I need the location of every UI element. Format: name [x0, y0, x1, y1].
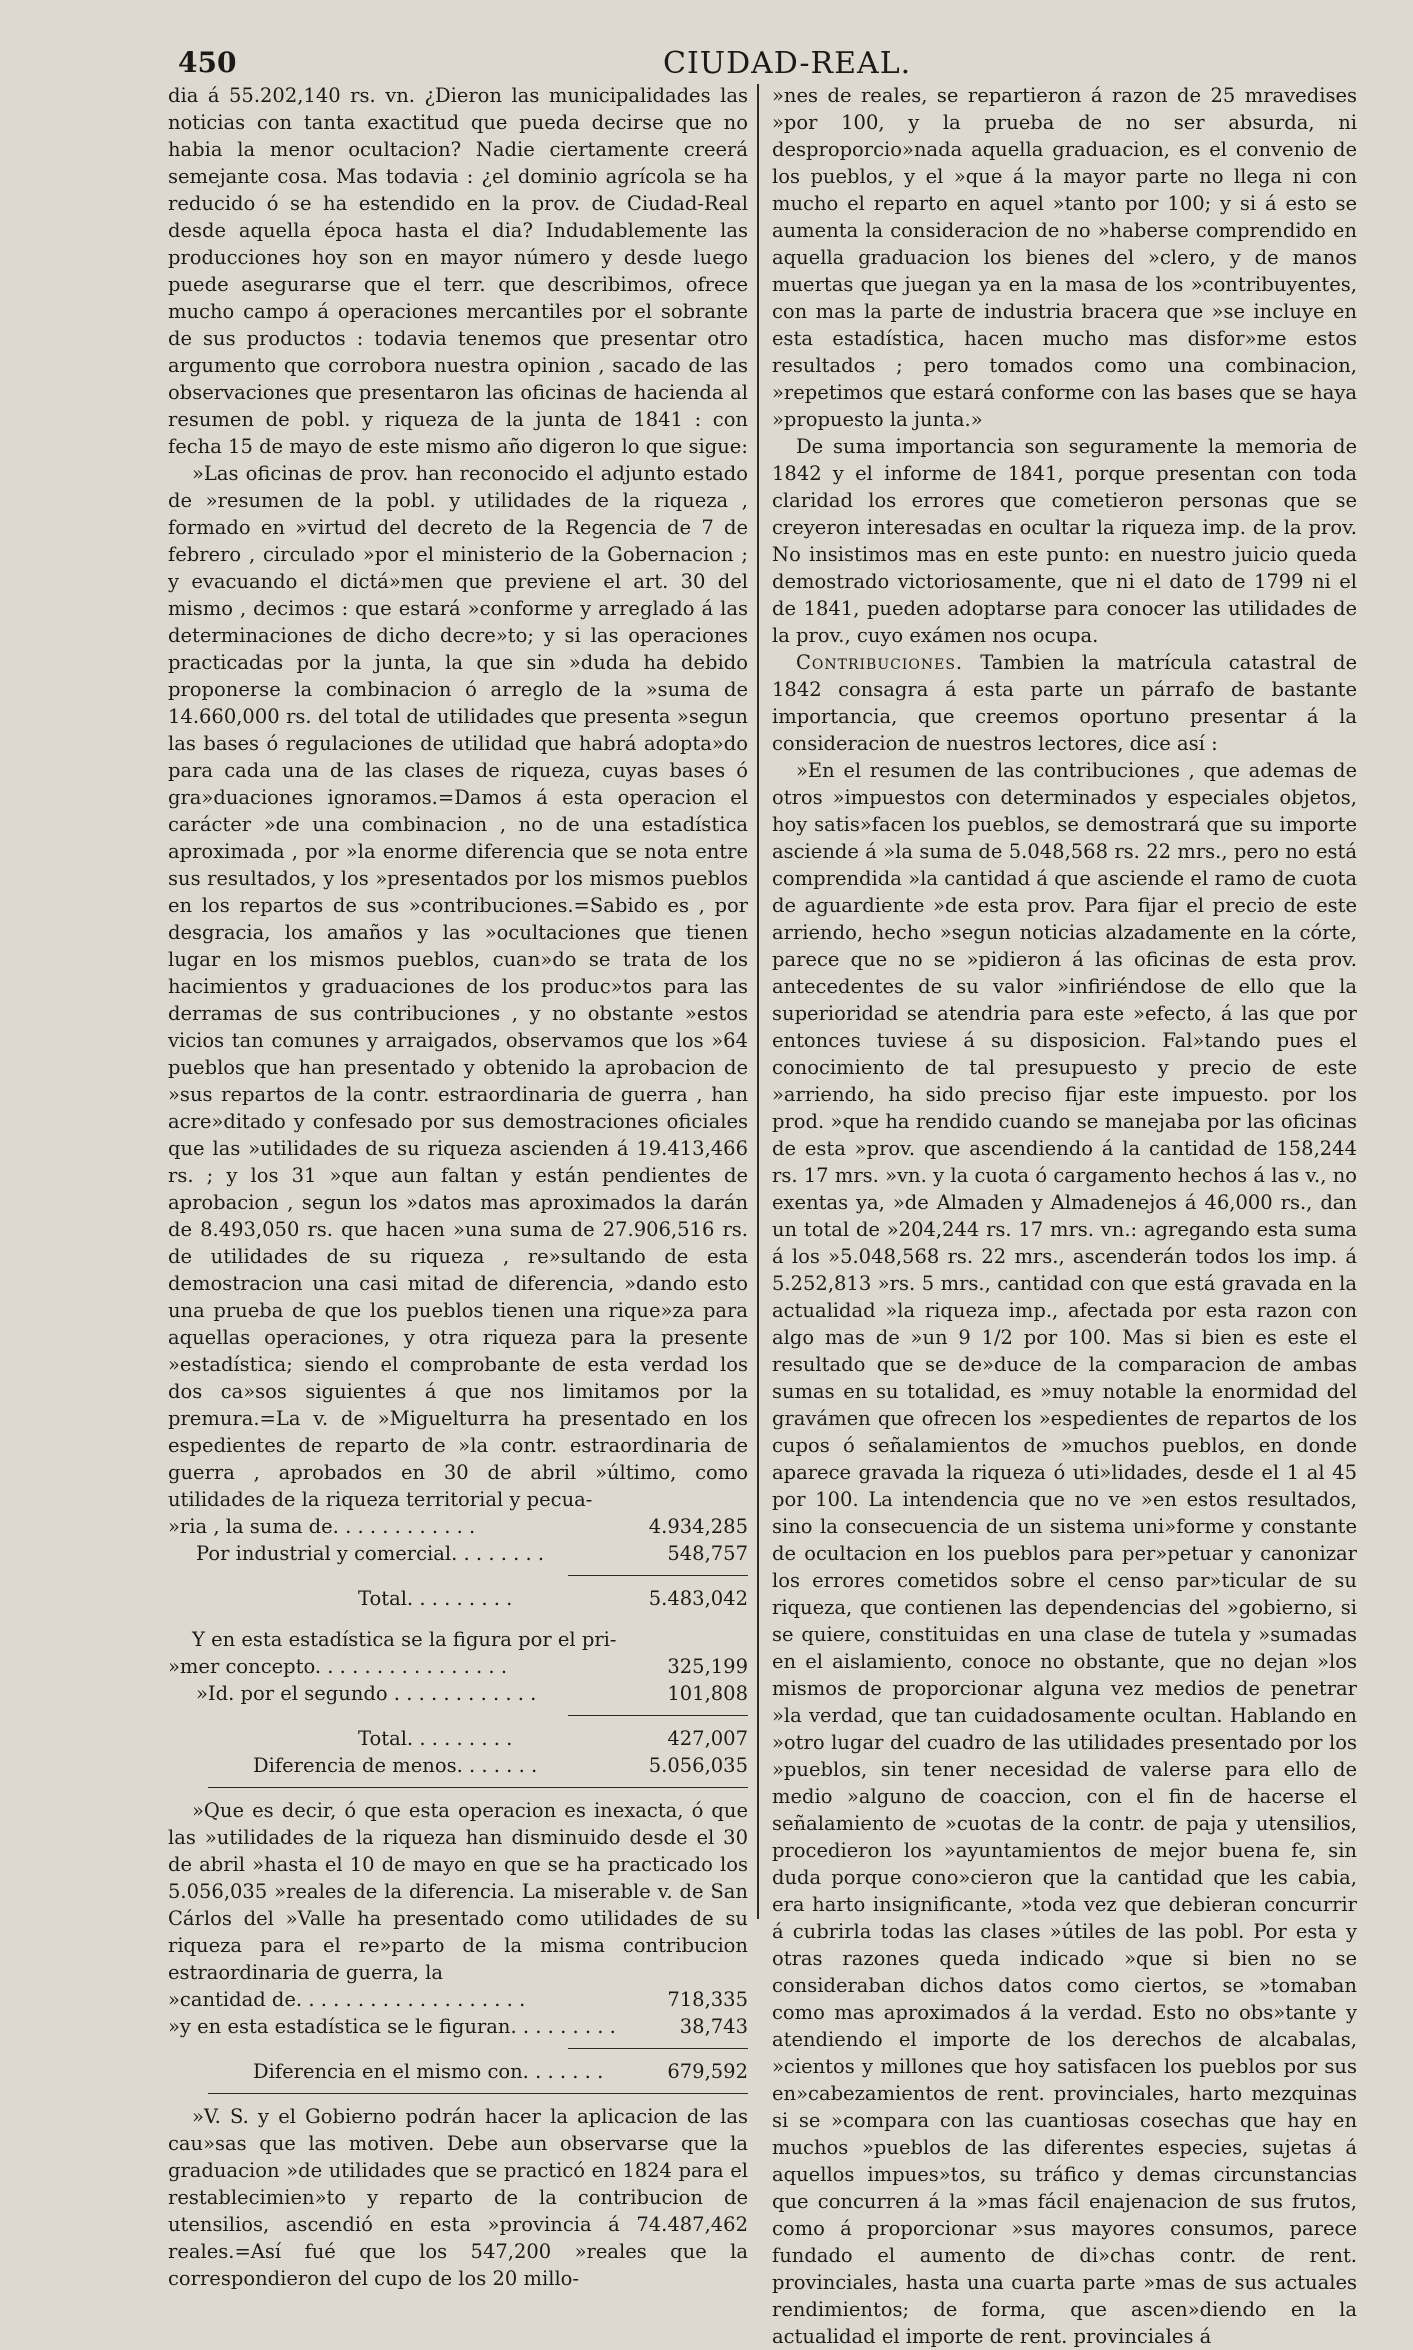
paragraph-text: Tambien la matrícula catastral de 1842 consagra á esta parte un párrafo de bastante importancia, que creemos oportuno presentar á la consideracion de nuestros lectores, dice así :: [772, 651, 1357, 755]
page-number: 450: [178, 46, 237, 79]
table-intro: Y en esta estadística se la figura por el pri-: [192, 1628, 617, 1651]
page-header: [178, 46, 1358, 86]
table-row: [168, 1540, 748, 1567]
row-label: »cantidad de. . . . . . . . . . . . . . . . . . .: [168, 1988, 526, 2011]
sum-rule: [568, 1715, 748, 1717]
row-label: Total. . . . . . . . .: [358, 1727, 513, 1750]
table-row: [168, 1653, 748, 1680]
difference-row: [168, 2058, 748, 2085]
paragraph: dia á 55.202,140 rs. vn. ¿Dieron las municipalidades las noticias con tanta exactitud que pueda decirse que no habia la menor ocultacion? Nadie ciertamente creerá semejante cosa. Mas todavia : ¿el dominio agrícola se ha reducido ó se ha estendido en la prov. de Ciudad-Real desde aquella época hasta el dia? Indudablemente las producciones hoy son en mayor número y desde luego puede asegurarse que el terr. que describimos, ofrece mucho campo á operaciones mercantiles por el sobrante de sus productos : todavia tenemos que presentar otro argumento que corrobora nuestra opinion , sacado de las observaciones que presentaron las oficinas de hacienda al resumen de pobl. y riqueza de la junta de 1841 : con fecha 15 de mayo de este mismo año digeron lo que sigue:: [168, 84, 748, 458]
quoted-paragraph: »En el resumen de las contribuciones , que ademas de otros »impuestos con determinados y especiales objetos, hoy satis»facen los pueblos, se demostrará que su importe asciende á »la suma de 5.048,568 rs. 22 mrs., pero no está comprendida »la cantidad á que asciende el ramo de cuota de aguardiente »de esta prov. Para fijar el precio de este arriendo, hecho »segun noticias alzadamente en la córte, parece que no se »pidieron á las oficinas de esta prov. antecedentes de su valor »infiriéndose de ello que la superioridad se atendria para este »efecto, á las que por entonces tuviese á su disposicion. Fal»tando pues el conocimiento de tal presupuesto y precio de este »arriendo, ha sido preciso fijar este impuesto. por los prod. »que ha rendido cuando se manejaba por las oficinas de esta »prov. que ascendiendo á la cantidad de 158,244 rs. 17 mrs. »vn. y la cuota ó cargamento hechos á las v., no exentas ya, »de Almaden y Almadenejos á 46,000 rs., dan un total de »204,244 rs. 17 mrs. vn.: agregando esta suma á los »5.048,568 rs. 22 mrs., ascenderán todos los imp. á 5.252,813 »rs. 5 mrs., cantidad con que está gravada en la actualidad »la riqueza imp., afectada por esta razon con algo mas de »un 9 1/2 por 100. Mas si bien es este el resultado que se de»duce de la comparacion de ambas sumas en su totalidad, es »muy notable la enormidad del gravámen que ofrecen los »espedientes de repartos de los cupos ó señalamientos de »muchos pueblos, en donde aparece gravada la riqueza ó uti»lidades, desde el 1 al 45 por 100. La intendencia que no ve »en estos resultados, sino la consecuencia de un sistema uni»forme y constante de ocultacion en los pueblos para per»petuar y canonizar los errores cometidos sobre el censo par»ticular de su riqueza, que contienen las dependencias del »gobierno, si se quiere, constituidas en una clase de tutela y »sumadas en el aislamiento, conoce no obstante, que no dejan »los mismos de proporcionar alguna vez medios de penetrar »la verdad, que tan cuidadosamente ocultan. Hablando en »otro lugar del cuadro de las utilidades presentado por los »pueblos, sin tener necesidad de valerse para ello de medio »alguno de coaccion, con el fin de hacerse el señalamiento de »cuotas de la contr. de paja y utensilios, procedieron los »ayuntamientos de mejor buena fe, sin duda porque cono»cieron que la cantidad que les cabia, era harto insignificante, »toda vez que debieran concurrir á cubrirla todas las clases »útiles de las pobl. Por esta y otras razones queda indicado »que si bien no se consideraban dichos datos como ciertos, se »tomaban como mas aproximados á la verdad. Esto no obs»tante y atendiendo el importe de los derechos de alcabalas, »cientos y millones que hoy satisfacen los pueblos por sus en»cabezamientos de rent. provinciales, harto mezquinas si se »compara con las cuantiosas cosechas que hay en muchos »pueblos de las diferentes especies, sujetas á aquellos impues»tos, su tráfico y demas circunstancias que concurren á la »mas fácil enajenacion de sus frutos, como á proporcionar »sus mayores consumos, parece fundado el aumento de di»chas contr. de rent. provinciales, hasta una cuarta parte »mas de sus actuales rendimientos; de forma, que ascen»diendo en la actualidad el importe de rent. provinciales á: [772, 759, 1357, 2348]
figures-table-miguelturra: [168, 1513, 748, 1779]
spacer: [168, 1612, 748, 1626]
total-row: [168, 1725, 748, 1752]
table-row: [168, 1513, 748, 1540]
quoted-paragraph: »Las oficinas de prov. han reconocido el adjunto estado de »resumen de la pobl. y utilidades de la riqueza , formado en »virtud del decreto de la Regencia de 7 de febrero , circulado »por el ministerio de la Gobernacion ; y evacuando el dictá»men que previene el art. 30 del mismo , decimos : que estará »conforme y arreglado á las determinaciones de dicho decre»to; y si las operaciones practicadas por la junta, la que sin »duda ha debido proponerse la combinacion ó arreglo de la »suma de 14.660,000 rs. del total de utilidades que presenta »segun las bases ó regulaciones de utilidad que habrá adopta»do para cada una de las clases de riqueza, cuyas bases ó gra»duaciones ignoramos.=Damos á esta operacion el carácter »de una combinacion , no de una estadística aproximada , por »la enorme diferencia que se nota entre sus resultados, y los »presentados por los mismos pueblos en los repartos de sus »contribuciones.=Sabido es , por desgracia, los amaños y las »ocultaciones que tienen lugar en los mismos pueblos, cuan»do se trata de los hacimientos y graduaciones de los produc»tos para las derramas de sus contribuciones , y no obstante »estos vicios tan comunes y arraigados, observamos que los »64 pueblos que han presentado y obtenido la aprobacion de »sus repartos de la contr. estraordinaria de guerra , han acre»ditado y confesado por sus demostraciones oficiales que las »utilidades de su riqueza ascienden á 19.413,466 rs. ; y los 31 »que aun faltan y están pendientes de aprobacion , segun los »datos mas aproximados la darán de 8.493,050 rs. que hacen »una suma de 27.906,516 rs. de utilidades de su riqueza , re»sultando de esta demostracion una casi mitad de diferencia, »dando esto una prueba de que los pueblos tienen una rique»za para aquellas operaciones, y otra riqueza para la presente »estadística; siendo el comprobante de esta verdad los dos ca»sos siguientes á que nos limitamos por la premura.=La v. de »Miguelturra ha presentado en los espedientes de reparto de »la contr. estraordinaria de guerra , aprobados en 30 de abril »último, como utilidades de la riqueza territorial y pecua-: [168, 462, 748, 1511]
row-value: 4.934,285: [648, 1515, 748, 1538]
row-value: 5.483,042: [648, 1587, 748, 1610]
row-label: Diferencia de menos. . . . . . .: [253, 1754, 538, 1777]
row-label: »Id. por el segundo . . . . . . . . . . . .: [196, 1682, 537, 1705]
row-value: 548,757: [667, 1542, 748, 1565]
section-rule: [208, 2093, 748, 2095]
row-label: »mer concepto. . . . . . . . . . . . . . . .: [168, 1655, 508, 1678]
section-rule: [208, 1787, 748, 1789]
difference-row: [168, 1752, 748, 1779]
quoted-paragraph: »V. S. y el Gobierno podrán hacer la aplicacion de las cau»sas que las motiven. Debe aun observarse que la graduacion »de utilidades que se practicó en 1824 para el restablecimien»to y reparto de la contribucion de utensilios, ascendió en esta »provincia á 74.487,462 reales.=Así fué que los 547,200 »reales que la correspondieron del cupo de los 20 millo-: [168, 2105, 748, 2290]
table-row: [168, 1986, 748, 2013]
quoted-paragraph: »nes de reales, se repartieron á razon de 25 mravedises »por 100, y la prueba de no ser absurda, ni desproporcio»nada aquella graduacion, es el convenio de los pueblos, y el »que á la mayor parte no llega ni con mucho el reparto en aquel »tanto por 100; y si á esto se aumenta la consideracion de no »haberse comprendido en aquella graduacion los bienes del »clero, y de manos muertas que juegan ya en la masa de los »contribuyentes, con mas la parte de industria bracera que »se incluye en esta estadística, hacen mucho mas disfor»me estos resultados ; pero tomados como una combinacion, »repetimos que estará conforme con las bases que se haya »propuesto la junta.»: [772, 84, 1357, 431]
row-value: 325,199: [667, 1655, 748, 1678]
row-label: Total. . . . . . . . .: [358, 1587, 513, 1610]
row-value: 101,808: [667, 1682, 748, 1705]
table-row: [168, 1680, 748, 1707]
running-title: CIUDAD-REAL.: [663, 46, 912, 81]
row-value: 427,007: [667, 1727, 748, 1750]
row-value: 718,335: [667, 1988, 748, 2011]
total-row: [168, 1585, 748, 1612]
right-column: [772, 82, 1357, 2350]
row-value: 5.056,035: [648, 1754, 748, 1777]
table-row: [168, 2013, 748, 2040]
sum-rule: [568, 2048, 748, 2050]
paragraph: [772, 649, 1357, 757]
section-lead: Contribuciones.: [796, 651, 964, 674]
row-value: 679,592: [667, 2060, 748, 2083]
row-value: 38,743: [679, 2015, 748, 2038]
row-label: Por industrial y comercial. . . . . . . .: [196, 1542, 545, 1565]
row-label: »y en esta estadística se le figuran. . . . . . . . .: [168, 2015, 616, 2038]
left-column: [168, 82, 748, 2292]
row-label: Diferencia en el mismo con. . . . . . .: [253, 2060, 604, 2083]
row-label: »ria , la suma de. . . . . . . . . . . .: [168, 1515, 476, 1538]
quoted-paragraph: »Que es decir, ó que esta operacion es inexacta, ó que las »utilidades de la riqueza han disminuido desde el 30 de abril »hasta el 10 de mayo en que se ha practicado los 5.056,035 »reales de la diferencia. La miserable v. de San Cárlos del »Valle ha presentado como utilidades de su riqueza para el re»parto de la misma contribucion estraordinaria de guerra, la: [168, 1799, 748, 1984]
figures-table-san-carlos: [168, 1986, 748, 2085]
column-divider: [757, 84, 759, 1919]
paragraph: De suma importancia son seguramente la memoria de 1842 y el informe de 1841, porque presentan con toda claridad los errores que cometieron personas que se creyeron interesadas en ocultar la riqueza imp. de la prov. No insistimos mas en este punto: en nuestro juicio queda demostrado victoriosamente, que ni el dato de 1799 ni el de 1841, pueden adoptarse para conocer las utilidades de la prov., cuyo exámen nos ocupa.: [772, 435, 1357, 647]
sum-rule: [568, 1575, 748, 1577]
